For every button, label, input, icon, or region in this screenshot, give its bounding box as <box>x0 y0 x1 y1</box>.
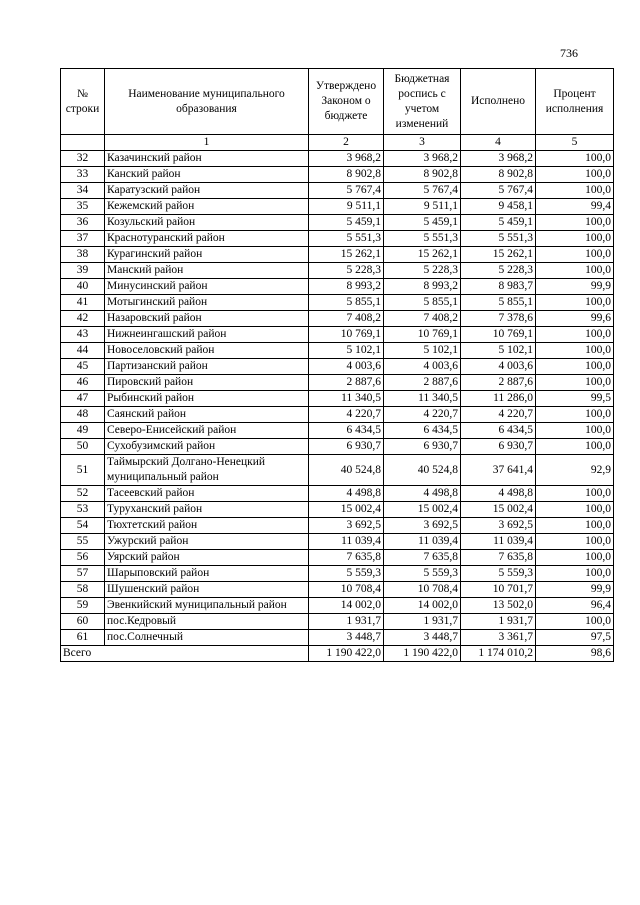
municipality-name: Минусинский район <box>105 279 309 295</box>
column-number: 2 <box>309 135 384 151</box>
total-revised: 1 190 422,0 <box>384 646 461 662</box>
executed-amount: 10 769,1 <box>461 327 536 343</box>
revised-amount: 2 887,6 <box>384 375 461 391</box>
municipality-name: Рыбинский район <box>105 391 309 407</box>
municipality-name: Курагинский район <box>105 247 309 263</box>
execution-percent: 100,0 <box>536 167 614 183</box>
executed-amount: 8 902,8 <box>461 167 536 183</box>
municipality-name: Манский район <box>105 263 309 279</box>
executed-amount: 5 228,3 <box>461 263 536 279</box>
municipality-name: Саянский район <box>105 407 309 423</box>
municipality-name: Новоселовский район <box>105 343 309 359</box>
executed-amount: 5 102,1 <box>461 343 536 359</box>
header-executed: Исполнено <box>461 69 536 135</box>
table-row <box>61 311 614 327</box>
table-row <box>61 183 614 199</box>
header-municipality-name: Наименование муниципального образования <box>105 69 309 135</box>
total-label: Всего <box>61 646 309 662</box>
row-number: 33 <box>61 167 105 183</box>
approved-amount: 5 459,1 <box>309 215 384 231</box>
table-row <box>61 502 614 518</box>
executed-amount: 5 767,4 <box>461 183 536 199</box>
revised-amount: 6 434,5 <box>384 423 461 439</box>
municipality-name: Сухобузимский район <box>105 439 309 455</box>
approved-amount: 3 968,2 <box>309 151 384 167</box>
header-revised: Бюджетная роспись с учетом изменений <box>384 69 461 135</box>
revised-amount: 10 769,1 <box>384 327 461 343</box>
table-row <box>61 407 614 423</box>
revised-amount: 3 692,5 <box>384 518 461 534</box>
budget-execution-table <box>60 68 614 662</box>
table-row <box>61 518 614 534</box>
execution-percent: 100,0 <box>536 439 614 455</box>
approved-amount: 4 498,8 <box>309 486 384 502</box>
table-row <box>61 151 614 167</box>
approved-amount: 7 635,8 <box>309 550 384 566</box>
approved-amount: 11 039,4 <box>309 534 384 550</box>
row-number: 46 <box>61 375 105 391</box>
row-number: 47 <box>61 391 105 407</box>
row-number: 44 <box>61 343 105 359</box>
table-row <box>61 439 614 455</box>
revised-amount: 7 635,8 <box>384 550 461 566</box>
table-row <box>61 343 614 359</box>
revised-amount: 10 708,4 <box>384 582 461 598</box>
table-row <box>61 279 614 295</box>
table-row <box>61 295 614 311</box>
table-row <box>61 263 614 279</box>
municipality-name: Казачинский район <box>105 151 309 167</box>
municipality-name: Северо-Енисейский район <box>105 423 309 439</box>
executed-amount: 5 855,1 <box>461 295 536 311</box>
approved-amount: 2 887,6 <box>309 375 384 391</box>
revised-amount: 11 340,5 <box>384 391 461 407</box>
column-number: 3 <box>384 135 461 151</box>
approved-amount: 5 559,3 <box>309 566 384 582</box>
revised-amount: 4 003,6 <box>384 359 461 375</box>
execution-percent: 100,0 <box>536 295 614 311</box>
revised-amount: 8 993,2 <box>384 279 461 295</box>
total-executed: 1 174 010,2 <box>461 646 536 662</box>
revised-amount: 9 511,1 <box>384 199 461 215</box>
executed-amount: 4 220,7 <box>461 407 536 423</box>
row-number: 53 <box>61 502 105 518</box>
header-row <box>61 69 614 135</box>
municipality-name: Мотыгинский район <box>105 295 309 311</box>
row-number: 49 <box>61 423 105 439</box>
executed-amount: 13 502,0 <box>461 598 536 614</box>
executed-amount: 6 434,5 <box>461 423 536 439</box>
executed-amount: 9 458,1 <box>461 199 536 215</box>
executed-amount: 3 968,2 <box>461 151 536 167</box>
table-row <box>61 167 614 183</box>
table-row <box>61 534 614 550</box>
table-row <box>61 423 614 439</box>
execution-percent: 100,0 <box>536 343 614 359</box>
executed-amount: 8 983,7 <box>461 279 536 295</box>
municipality-name: Козульский район <box>105 215 309 231</box>
execution-percent: 100,0 <box>536 518 614 534</box>
table-row <box>61 231 614 247</box>
execution-percent: 99,6 <box>536 311 614 327</box>
table-row <box>61 327 614 343</box>
executed-amount: 10 701,7 <box>461 582 536 598</box>
total-percent: 98,6 <box>536 646 614 662</box>
revised-amount: 5 459,1 <box>384 215 461 231</box>
revised-amount: 5 102,1 <box>384 343 461 359</box>
execution-percent: 92,9 <box>536 455 614 486</box>
execution-percent: 99,9 <box>536 279 614 295</box>
row-number: 43 <box>61 327 105 343</box>
approved-amount: 4 003,6 <box>309 359 384 375</box>
approved-amount: 11 340,5 <box>309 391 384 407</box>
revised-amount: 5 767,4 <box>384 183 461 199</box>
execution-percent: 100,0 <box>536 407 614 423</box>
row-number: 59 <box>61 598 105 614</box>
approved-amount: 9 511,1 <box>309 199 384 215</box>
municipality-name: Краснотуранский район <box>105 231 309 247</box>
revised-amount: 7 408,2 <box>384 311 461 327</box>
approved-amount: 15 002,4 <box>309 502 384 518</box>
municipality-name: Тюхтетский район <box>105 518 309 534</box>
page-number: 736 <box>560 46 578 60</box>
executed-amount: 11 286,0 <box>461 391 536 407</box>
revised-amount: 40 524,8 <box>384 455 461 486</box>
execution-percent: 96,4 <box>536 598 614 614</box>
approved-amount: 5 102,1 <box>309 343 384 359</box>
municipality-name: Эвенкийский муниципальный район <box>105 598 309 614</box>
revised-amount: 8 902,8 <box>384 167 461 183</box>
executed-amount: 5 559,3 <box>461 566 536 582</box>
approved-amount: 3 692,5 <box>309 518 384 534</box>
row-number: 54 <box>61 518 105 534</box>
row-number: 36 <box>61 215 105 231</box>
executed-amount: 3 692,5 <box>461 518 536 534</box>
revised-amount: 5 228,3 <box>384 263 461 279</box>
executed-amount: 7 378,6 <box>461 311 536 327</box>
executed-amount: 3 361,7 <box>461 630 536 646</box>
row-number: 34 <box>61 183 105 199</box>
municipality-name: Шушенский район <box>105 582 309 598</box>
header-row-number: № строки <box>61 69 105 135</box>
approved-amount: 8 993,2 <box>309 279 384 295</box>
execution-percent: 100,0 <box>536 215 614 231</box>
approved-amount: 5 551,3 <box>309 231 384 247</box>
execution-percent: 100,0 <box>536 423 614 439</box>
header-percent: Процент исполнения <box>536 69 614 135</box>
execution-percent: 100,0 <box>536 359 614 375</box>
execution-percent: 100,0 <box>536 263 614 279</box>
executed-amount: 2 887,6 <box>461 375 536 391</box>
execution-percent: 100,0 <box>536 502 614 518</box>
table-row <box>61 375 614 391</box>
municipality-name: Кежемский район <box>105 199 309 215</box>
execution-percent: 100,0 <box>536 151 614 167</box>
total-approved: 1 190 422,0 <box>309 646 384 662</box>
revised-amount: 5 551,3 <box>384 231 461 247</box>
municipality-name: Таймырский Долгано-Ненецкий муниципальный район <box>105 455 309 486</box>
execution-percent: 97,5 <box>536 630 614 646</box>
municipality-name: Партизанский район <box>105 359 309 375</box>
execution-percent: 99,5 <box>536 391 614 407</box>
approved-amount: 40 524,8 <box>309 455 384 486</box>
revised-amount: 5 559,3 <box>384 566 461 582</box>
table-row <box>61 247 614 263</box>
revised-amount: 14 002,0 <box>384 598 461 614</box>
revised-amount: 3 968,2 <box>384 151 461 167</box>
approved-amount: 8 902,8 <box>309 167 384 183</box>
executed-amount: 37 641,4 <box>461 455 536 486</box>
table-row <box>61 598 614 614</box>
row-number: 52 <box>61 486 105 502</box>
executed-amount: 7 635,8 <box>461 550 536 566</box>
municipality-name: Уярский район <box>105 550 309 566</box>
revised-amount: 15 002,4 <box>384 502 461 518</box>
approved-amount: 4 220,7 <box>309 407 384 423</box>
executed-amount: 15 002,4 <box>461 502 536 518</box>
execution-percent: 100,0 <box>536 183 614 199</box>
executed-amount: 5 551,3 <box>461 231 536 247</box>
table-row <box>61 582 614 598</box>
row-number: 57 <box>61 566 105 582</box>
revised-amount: 4 498,8 <box>384 486 461 502</box>
row-number: 40 <box>61 279 105 295</box>
approved-amount: 15 262,1 <box>309 247 384 263</box>
row-number: 48 <box>61 407 105 423</box>
row-number: 37 <box>61 231 105 247</box>
table-row <box>61 486 614 502</box>
row-number: 39 <box>61 263 105 279</box>
executed-amount: 4 498,8 <box>461 486 536 502</box>
approved-amount: 7 408,2 <box>309 311 384 327</box>
revised-amount: 1 931,7 <box>384 614 461 630</box>
column-number: 4 <box>461 135 536 151</box>
table-row <box>61 199 614 215</box>
table-row <box>61 215 614 231</box>
row-number: 50 <box>61 439 105 455</box>
executed-amount: 4 003,6 <box>461 359 536 375</box>
row-number: 41 <box>61 295 105 311</box>
execution-percent: 99,9 <box>536 582 614 598</box>
execution-percent: 100,0 <box>536 614 614 630</box>
municipality-name: Ужурский район <box>105 534 309 550</box>
approved-amount: 6 434,5 <box>309 423 384 439</box>
total-row <box>61 646 614 662</box>
executed-amount: 15 262,1 <box>461 247 536 263</box>
approved-amount: 10 708,4 <box>309 582 384 598</box>
municipality-name: Каратузский район <box>105 183 309 199</box>
row-number: 42 <box>61 311 105 327</box>
revised-amount: 15 262,1 <box>384 247 461 263</box>
revised-amount: 11 039,4 <box>384 534 461 550</box>
revised-amount: 5 855,1 <box>384 295 461 311</box>
revised-amount: 6 930,7 <box>384 439 461 455</box>
executed-amount: 5 459,1 <box>461 215 536 231</box>
table-row <box>61 550 614 566</box>
column-number <box>61 135 105 151</box>
table-row <box>61 566 614 582</box>
municipality-name: пос.Солнечный <box>105 630 309 646</box>
approved-amount: 10 769,1 <box>309 327 384 343</box>
municipality-name: Назаровский район <box>105 311 309 327</box>
approved-amount: 14 002,0 <box>309 598 384 614</box>
approved-amount: 5 228,3 <box>309 263 384 279</box>
table-row <box>61 630 614 646</box>
execution-percent: 100,0 <box>536 231 614 247</box>
table-row <box>61 391 614 407</box>
row-number: 56 <box>61 550 105 566</box>
approved-amount: 6 930,7 <box>309 439 384 455</box>
municipality-name: Канский район <box>105 167 309 183</box>
approved-amount: 3 448,7 <box>309 630 384 646</box>
execution-percent: 100,0 <box>536 566 614 582</box>
row-number: 55 <box>61 534 105 550</box>
execution-percent: 100,0 <box>536 375 614 391</box>
municipality-name: Пировский район <box>105 375 309 391</box>
column-number: 1 <box>105 135 309 151</box>
execution-percent: 100,0 <box>536 550 614 566</box>
row-number: 45 <box>61 359 105 375</box>
approved-amount: 1 931,7 <box>309 614 384 630</box>
municipality-name: Туруханский район <box>105 502 309 518</box>
municipality-name: Тасеевский район <box>105 486 309 502</box>
row-number: 32 <box>61 151 105 167</box>
executed-amount: 6 930,7 <box>461 439 536 455</box>
row-number: 58 <box>61 582 105 598</box>
table-row <box>61 455 614 486</box>
executed-amount: 1 931,7 <box>461 614 536 630</box>
table-row <box>61 614 614 630</box>
column-numbers-row <box>61 135 614 151</box>
approved-amount: 5 855,1 <box>309 295 384 311</box>
municipality-name: пос.Кедровый <box>105 614 309 630</box>
row-number: 35 <box>61 199 105 215</box>
municipality-name: Нижнеингашский район <box>105 327 309 343</box>
execution-percent: 100,0 <box>536 486 614 502</box>
row-number: 38 <box>61 247 105 263</box>
execution-percent: 100,0 <box>536 327 614 343</box>
execution-percent: 100,0 <box>536 247 614 263</box>
execution-percent: 99,4 <box>536 199 614 215</box>
table-row <box>61 359 614 375</box>
revised-amount: 4 220,7 <box>384 407 461 423</box>
column-number: 5 <box>536 135 614 151</box>
revised-amount: 3 448,7 <box>384 630 461 646</box>
approved-amount: 5 767,4 <box>309 183 384 199</box>
row-number: 60 <box>61 614 105 630</box>
row-number: 51 <box>61 455 105 486</box>
execution-percent: 100,0 <box>536 534 614 550</box>
row-number: 61 <box>61 630 105 646</box>
executed-amount: 11 039,4 <box>461 534 536 550</box>
header-approved: Утверждено Законом о бюджете <box>309 69 384 135</box>
municipality-name: Шарыповский район <box>105 566 309 582</box>
